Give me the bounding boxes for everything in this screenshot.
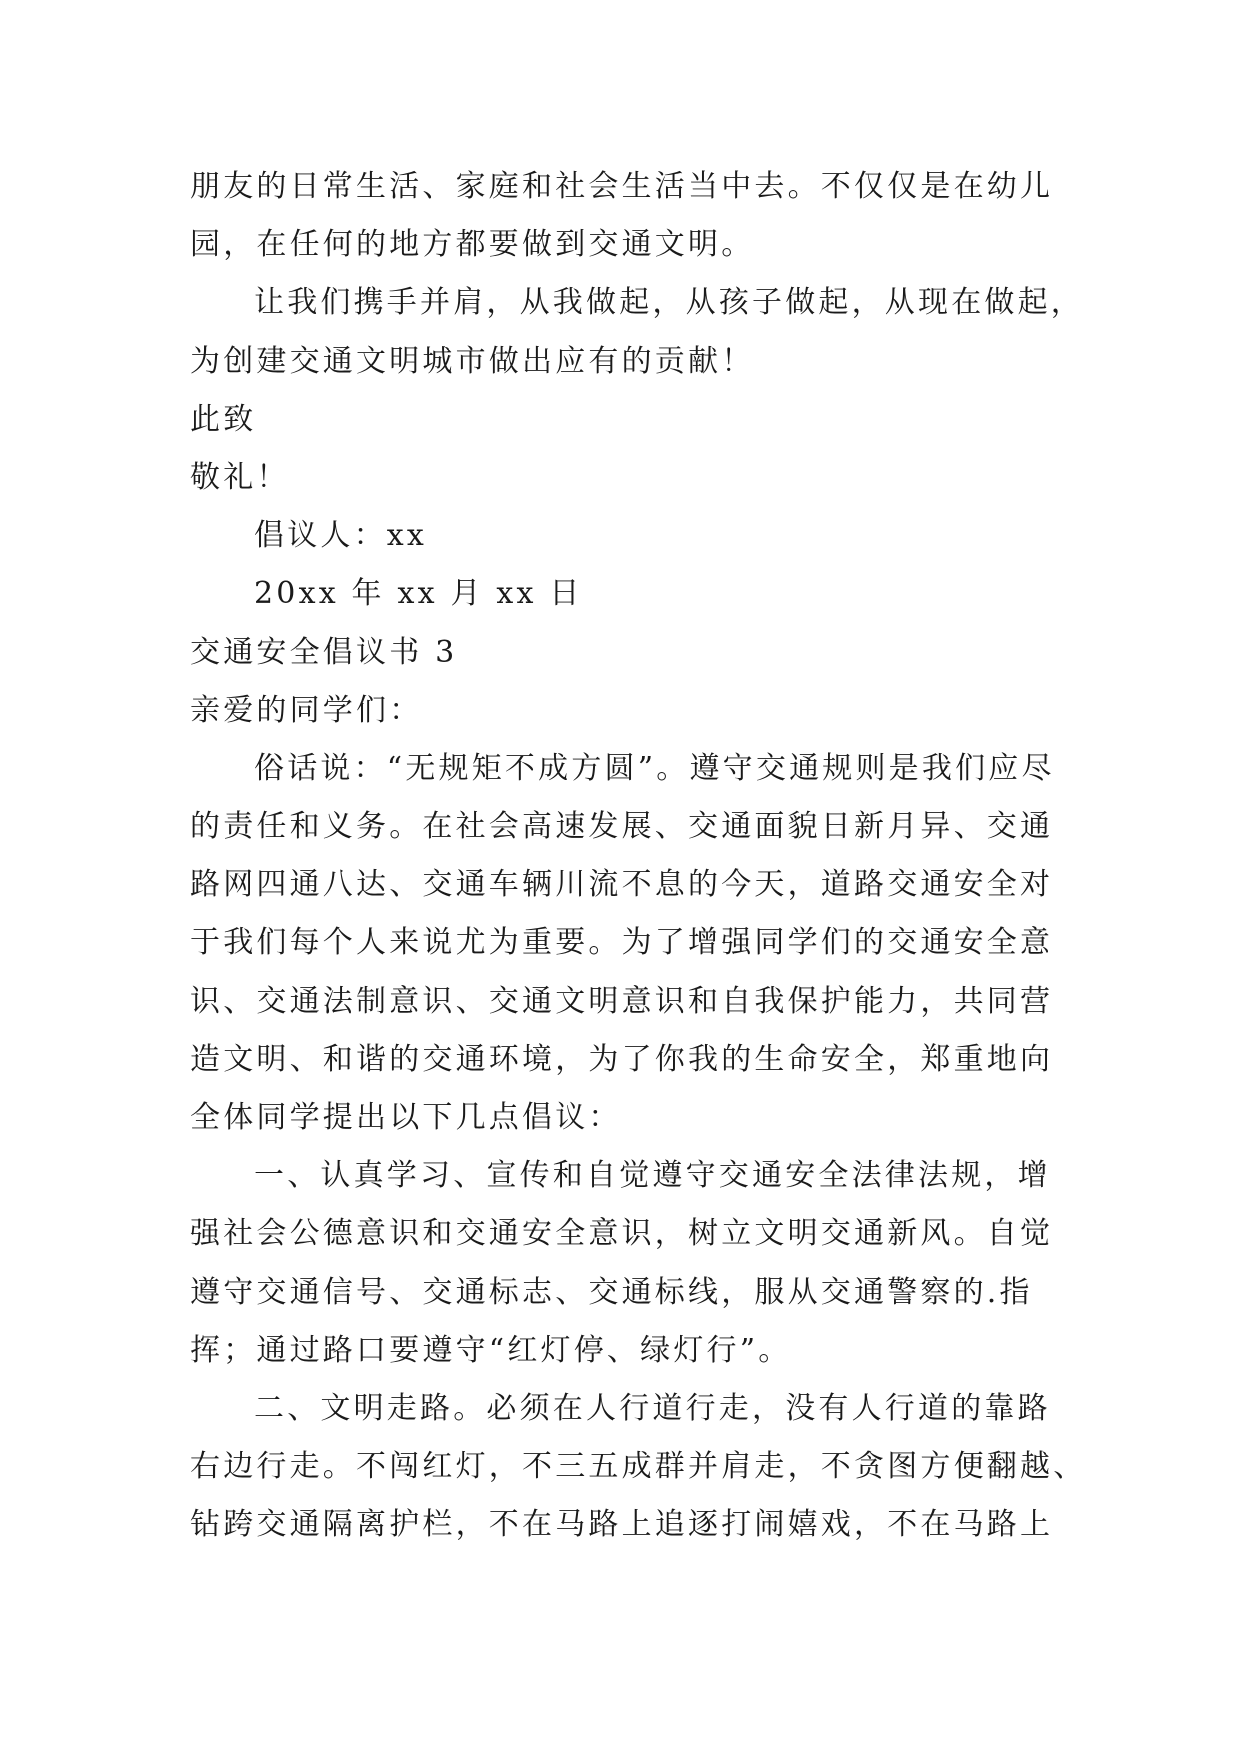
- text-line: 钻跨交通隔离护栏，不在马路上追逐打闹嬉戏，不在马路上: [190, 1507, 1054, 1543]
- text-line: 识、交通法制意识、交通文明意识和自我保护能力，共同营: [190, 983, 1054, 1019]
- text-line: 右边行走。不闯红灯，不三五成群并肩走，不贪图方便翻越、: [190, 1449, 1087, 1485]
- text-line: 20xx 年 xx 月 xx 日: [254, 576, 583, 612]
- text-line: 全体同学提出以下几点倡议：: [190, 1100, 622, 1135]
- text-line: 俗话说：“无规矩不成方圆”。遵守交通规则是我们应尽: [254, 750, 1055, 786]
- text-line: 倡议人：xx: [254, 518, 428, 554]
- text-line: 挥；通过路口要遵守“红灯停、绿灯行”。: [190, 1332, 792, 1368]
- text-line: 一、认真学习、宣传和自觉遵守交通安全法律法规，增: [254, 1158, 1051, 1194]
- text-line: 遵守交通信号、交通标志、交通标线，服从交通警察的.指: [190, 1274, 1033, 1310]
- text-line: 造文明、和谐的交通环境，为了你我的生命安全，郑重地向: [190, 1041, 1054, 1077]
- text-line: 为创建交通文明城市做出应有的贡献！: [190, 343, 755, 379]
- text-line: 园，在任何的地方都要做到交通文明。: [190, 227, 755, 263]
- text-line: 让我们携手并肩，从我做起，从孩子做起，从现在做起，: [254, 285, 1084, 321]
- document-body: [190, 158, 1087, 1555]
- text-line: 此致: [190, 401, 257, 437]
- text-line: 敬礼！: [190, 459, 290, 495]
- text-line: 亲爱的同学们：: [190, 692, 423, 728]
- text-line: 于我们每个人来说尤为重要。为了增强同学们的交通安全意: [190, 925, 1054, 961]
- text-line: 朋友的日常生活、家庭和社会生活当中去。不仅仅是在幼儿: [190, 169, 1054, 204]
- text-line: 二、文明走路。必须在人行道行走，没有人行道的靠路: [254, 1390, 1051, 1426]
- text-line: 路网四通八达、交通车辆川流不息的今天，道路交通安全对: [190, 867, 1054, 903]
- text-line: 交通安全倡议书 3: [190, 634, 458, 670]
- text-line: 的责任和义务。在社会高速发展、交通面貌日新月异、交通: [190, 809, 1054, 845]
- text-line: 强社会公德意识和交通安全意识，树立文明交通新风。自觉: [190, 1216, 1054, 1252]
